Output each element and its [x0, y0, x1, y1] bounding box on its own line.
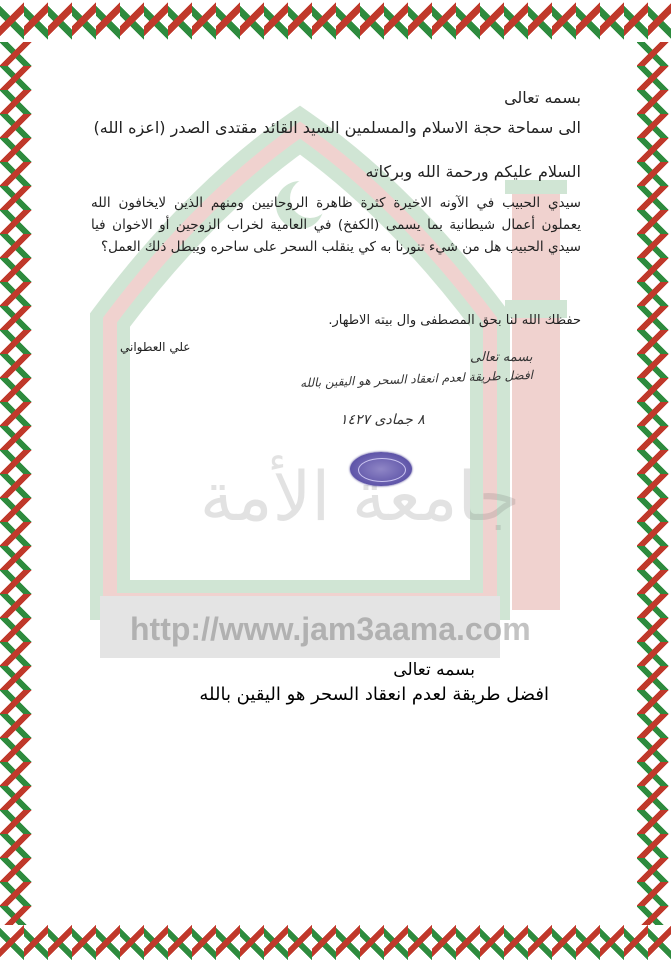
- letter-body: سيدي الحبيب في الآونه الاخيرة كثرة ظاهرة الروحانيين ومنهم الذين لايخافون الله يعملون أعمال شيطانية بما يسمى (الكفخ) في العامية لخراب الزوجين أو الاخوان فيا سيدي الحبيب هل من شيء تنورنا به كي ينقلب السحر على ساحره ويبطل ذلك العمل؟: [91, 195, 581, 255]
- decorative-border-bottom: [0, 925, 671, 960]
- handwritten-date: ٨ جمادى ١٤٢٧: [340, 412, 425, 428]
- decorative-border-top: [0, 0, 671, 42]
- handwritten-invocation: بسمه تعالى: [470, 350, 533, 365]
- reply-answer: افضل طريقة لعدم انعقاد السحر هو اليقين بالله: [199, 684, 549, 705]
- reply-invocation: بسمه تعالى: [393, 660, 475, 680]
- letter-invocation: بسمه تعالى: [504, 88, 581, 107]
- letter-closing: حفظك الله لنا بحق المصطفى وال بيته الاطهار.: [328, 313, 581, 328]
- letter-addressee: الى سماحة حجة الاسلام والمسلمين السيد القائد مقتدى الصدر (اعزه الله): [93, 118, 581, 137]
- letter-greeting: السلام عليكم ورحمة الله وبركاته: [365, 162, 581, 181]
- decorative-border-right: [637, 42, 671, 925]
- seal-ring: [358, 458, 406, 482]
- official-seal-stamp: [350, 452, 412, 486]
- letter-sender: علي العطواني: [120, 340, 191, 354]
- handwritten-answer: افضل طريقة لعدم انعقاد السحر هو اليقين بالله: [299, 367, 534, 391]
- decorative-border-left: [0, 42, 34, 925]
- watermark-url: http://www.jam3aama.com: [130, 611, 531, 647]
